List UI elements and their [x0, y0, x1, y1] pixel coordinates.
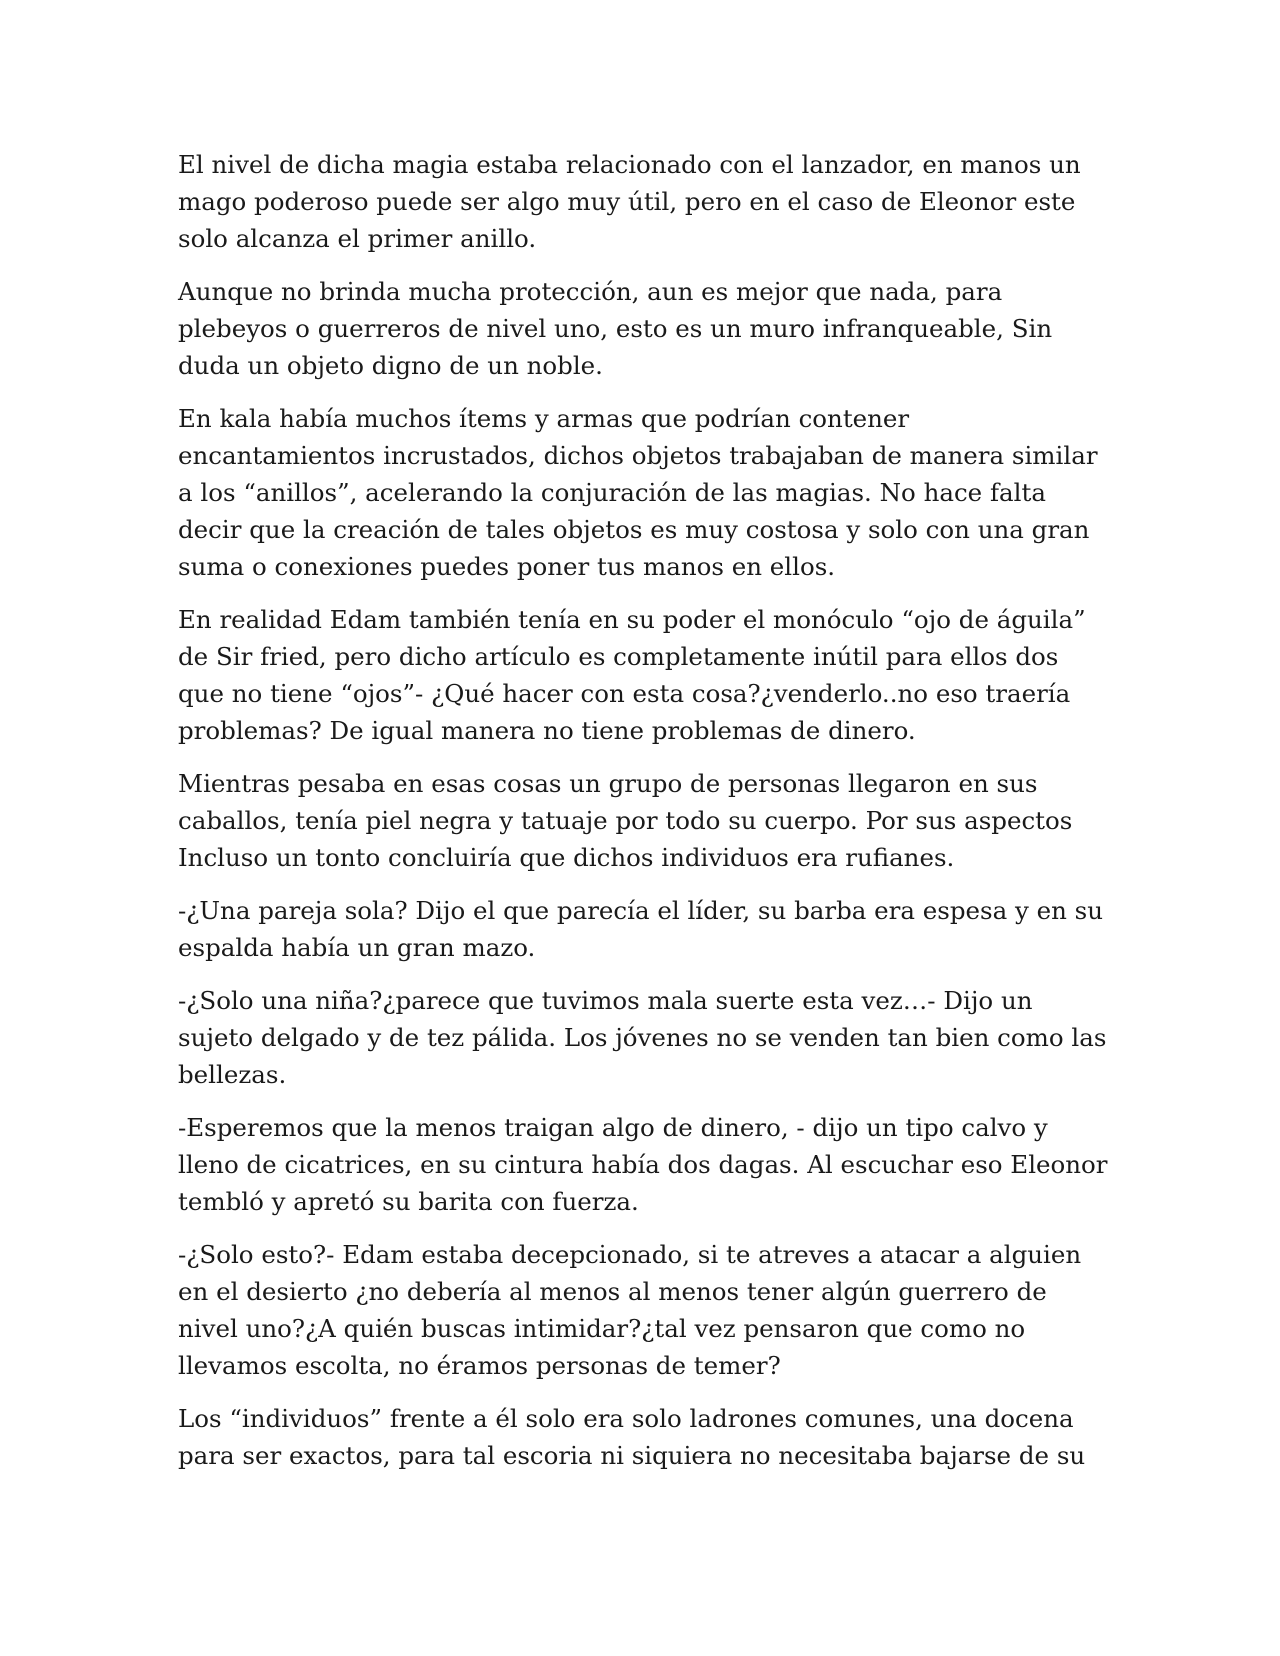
- paragraph-7: -¿Solo una niña?¿parece que tuvimos mala suerte esta vez…- Dijo un sujeto delgado y de tez pálida. Los jóvenes no se venden tan bien como las bellezas.: [178, 986, 1107, 1089]
- paragraph-9: -¿Solo esto?- Edam estaba decepcionado, si te atreves a atacar a alguien en el desierto ¿no debería al menos al menos tener algún guerrero de nivel uno?¿A quién buscas intimidar?¿tal vez pensaron que como no llevamos escolta, no éramos personas de temer?: [178, 1240, 1082, 1380]
- paragraph-4: En realidad Edam también tenía en su poder el monóculo “ojo de águila” de Sir fried, pero dicho artículo es completamente inútil para ellos dos que no tiene “ojos”- ¿Qué hacer con esta cosa?¿venderlo..no eso traería problemas? De igual manera no tiene problemas de dinero.: [178, 605, 1086, 745]
- paragraph-2: Aunque no brinda mucha protección, aun es mejor que nada, para plebeyos o guerreros de nivel uno, esto es un muro infranqueable, Sin duda un objeto digno de un noble.: [178, 277, 1053, 380]
- paragraph-6: -¿Una pareja sola? Dijo el que parecía el líder, su barba era espesa y en su espalda había un gran mazo.: [178, 896, 1104, 962]
- paragraph-5: Mientras pesaba en esas cosas un grupo de personas llegaron en sus caballos, tenía piel negra y tatuaje por todo su cuerpo. Por sus aspectos Incluso un tonto concluiría que dichos individuos era rufianes.: [178, 769, 1073, 872]
- paragraph-10: Los “individuos” frente a él solo era solo ladrones comunes, una docena para ser exactos, para tal escoria ni siquiera no necesitaba bajarse de su: [178, 1404, 1086, 1470]
- body-text: [178, 146, 1108, 1490]
- paragraph-3: En kala había muchos ítems y armas que podrían contener encantamientos incrustados, dichos objetos trabajaban de manera similar a los “anillos”, acelerando la conjuración de las magias. No hace falta decir que la creación de tales objetos es muy costosa y solo con una gran suma o conexiones puedes poner tus manos en ellos.: [178, 404, 1098, 581]
- paragraph-8: -Esperemos que la menos traigan algo de dinero, - dijo un tipo calvo y lleno de cicatrices, en su cintura había dos dagas. Al escuchar eso Eleonor tembló y apretó su barita con fuerza.: [178, 1113, 1108, 1216]
- paragraph-1: El nivel de dicha magia estaba relacionado con el lanzador, en manos un mago poderoso puede ser algo muy útil, pero en el caso de Eleonor este solo alcanza el primer anillo.: [178, 150, 1081, 253]
